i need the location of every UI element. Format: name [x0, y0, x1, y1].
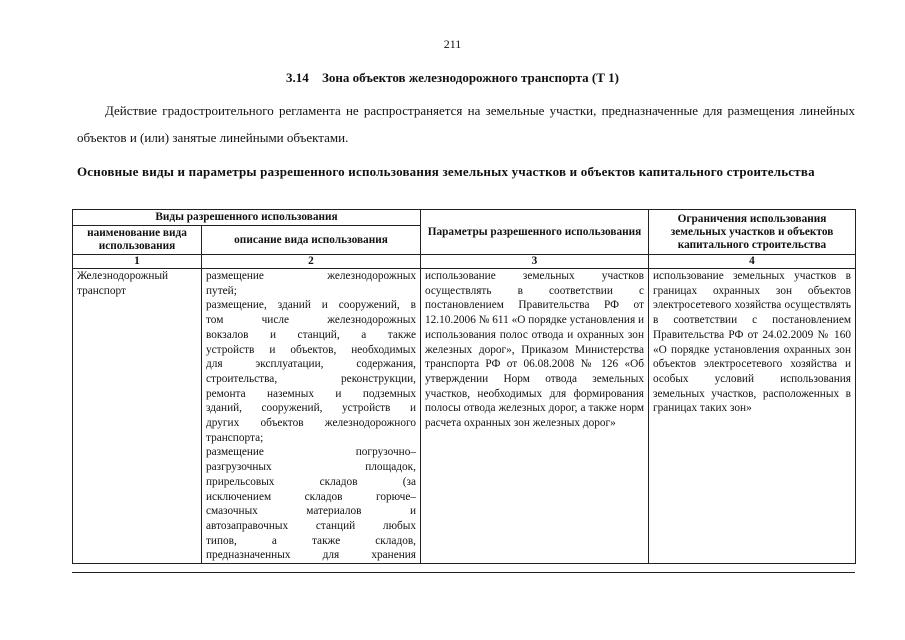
description-line: строительства, реконструкции, — [206, 372, 416, 385]
description-line: транспорта; — [206, 431, 264, 444]
section-title-text: Зона объектов железнодорожного транспорта (Т 1) — [322, 70, 619, 85]
cell-parameters: использование земельных участков осуществлять в соответствии с постановлением Правительства РФ от 12.10.2006 № 611 «О порядке установления и использования полос отвода и охранных зон железных дорог», Приказом Министерства транспорта РФ от 06.08.2008 № 126 «Об утверждении Норм отвода земельных участков, необходимых для формирования полосы отвода железных дорог, а также норм расчета охранных зон железных дорог» — [421, 269, 649, 564]
column-numbers-row — [73, 255, 856, 269]
description-line: исключением складов горюче– — [206, 490, 416, 503]
description-line: том числе железнодорожных — [206, 314, 416, 327]
cell-name: Железнодорожный транспорт — [73, 269, 202, 564]
table-row — [73, 269, 856, 564]
table-bottom-border — [72, 572, 855, 573]
description-line: разгрузочных площадок, — [206, 461, 416, 474]
header-description: описание вида использования — [202, 226, 421, 255]
description-line: других объектов железнодорожного — [206, 417, 416, 430]
description-line: ремонта наземных и подземных — [206, 387, 416, 400]
description-line: размещение железнодорожных — [206, 270, 416, 282]
column-number: 2 — [202, 255, 421, 269]
description-line: предназначенных для хранения — [206, 549, 416, 562]
page-number: 211 — [443, 37, 462, 51]
description-line: зданий, сооружений, устройств и — [206, 402, 416, 415]
description-line: размещение, зданий и сооружений, в — [206, 299, 416, 312]
intro-paragraph: Действие градостроительного регламента не распространяется на земельные участки, предназначенные для размещения линейных объектов и (или) занятые линейными объектами. — [77, 103, 855, 145]
description-line: автозаправочных станций любых — [206, 519, 416, 532]
column-number: 4 — [649, 255, 856, 269]
column-number: 3 — [421, 255, 649, 269]
description-line: прирельсовых складов (за — [206, 475, 416, 488]
description-line: для эксплуатации, содержания, — [206, 358, 416, 371]
description-line: вокзалов и станций, а также — [206, 328, 416, 341]
table-heading: Основные виды и параметры разрешенного использования земельных участков и объектов капитального строительства — [77, 164, 815, 179]
cell-description — [202, 269, 421, 564]
header-parameters: Параметры разрешенного использования — [421, 210, 649, 255]
regulations-table — [72, 209, 856, 564]
description-line: устройств и объектов, необходимых — [206, 343, 416, 356]
header-group: Виды разрешенного использования — [73, 210, 421, 226]
header-name: наименование вида использования — [73, 226, 202, 255]
description-line: размещение погрузочно– — [206, 446, 416, 459]
description-line: путей; — [206, 284, 237, 297]
cell-limitations: использование земельных участков в границах охранных зон объектов электросетевого хозяйства осуществлять в соответствии с постановлением Правительства РФ от 24.02.2009 № 160 «О порядке установления охранных зон объектов электросетевого хозяйства и особых условий использования земельных участков, расположенных в границах таких зон» — [649, 269, 856, 564]
description-line: типов, а также складов, — [206, 534, 416, 547]
section-title — [0, 70, 905, 86]
section-number: 3.14 — [286, 70, 309, 85]
description-line: смазочных материалов и — [206, 505, 416, 518]
page-bottom — [60, 573, 860, 640]
column-number: 1 — [73, 255, 202, 269]
header-limitations: Ограничения использования земельных участков и объектов капитального строительства — [649, 210, 856, 255]
header-row-1 — [73, 210, 856, 226]
